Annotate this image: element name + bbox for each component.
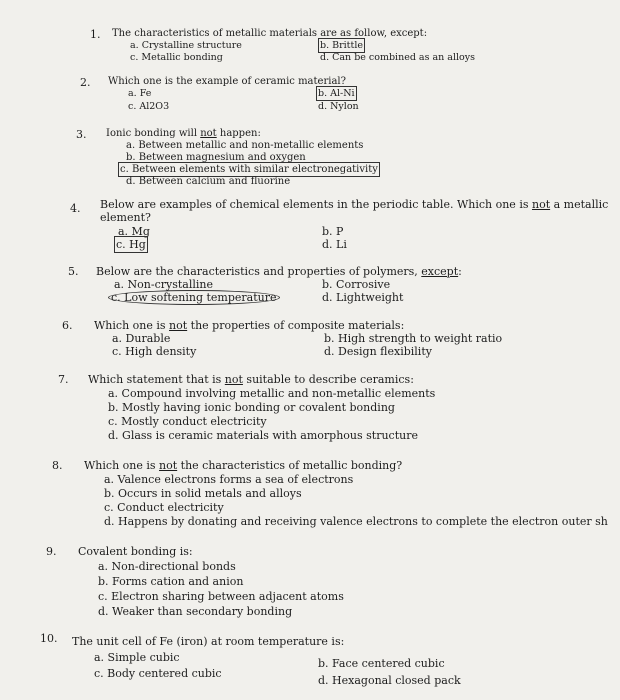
question-number: 6. (62, 319, 73, 332)
question-stem: The characteristics of metallic materials are as follow, except: (112, 28, 428, 39)
option-b[interactable]: b. Occurs in solid metals and alloys (104, 487, 302, 500)
option-a[interactable]: a. Mg (118, 225, 150, 238)
option-a[interactable]: a. Durable (112, 332, 171, 345)
option-d[interactable]: d. Can be combined as an alloys (320, 52, 475, 63)
option-b-selected[interactable] (318, 88, 355, 99)
question-number: 4. (70, 202, 81, 215)
question-number: 5. (68, 265, 79, 278)
question-number: 3. (76, 128, 87, 141)
option-d[interactable]: d. Happens by donating and receiving valence electrons to complete the electron outer sh (104, 515, 608, 528)
option-c[interactable]: c. Metallic bonding (130, 52, 223, 63)
question-stem: Ionic bonding will not happen: (106, 128, 261, 139)
option-d[interactable]: d. Glass is ceramic materials with amorphous structure (108, 429, 418, 442)
option-a[interactable]: a. Non-directional bonds (98, 560, 236, 573)
option-c[interactable]: c. Mostly conduct electricity (108, 415, 267, 428)
option-a[interactable]: a. Valence electrons forms a sea of electrons (104, 473, 354, 486)
option-b[interactable]: b. Mostly having ionic bonding or covalent bonding (108, 401, 395, 414)
option-c-selected[interactable] (108, 291, 280, 304)
selected-box: c. Hg (116, 238, 146, 251)
option-a[interactable]: a. Compound involving metallic and non-metallic elements (108, 387, 436, 400)
option-d[interactable]: d. Design flexibility (324, 345, 432, 358)
option-d[interactable]: d. Lightweight (322, 291, 404, 304)
question-number: 9. (46, 545, 57, 558)
option-a[interactable]: a. Fe (128, 88, 152, 99)
question-stem: The unit cell of Fe (iron) at room temperature is: (72, 635, 345, 648)
option-b[interactable]: b. High strength to weight ratio (324, 332, 503, 345)
option-c[interactable]: c. Electron sharing between adjacent atoms (98, 590, 344, 603)
question-stem: Which statement that is not suitable to describe ceramics: (88, 373, 414, 386)
option-b-selected[interactable] (320, 40, 363, 51)
question-number: 10. (40, 632, 58, 645)
question-number: 8. (52, 459, 63, 472)
question-stem: Below are the characteristics and properties of polymers, except: (96, 265, 462, 278)
option-d[interactable]: d. Weaker than secondary bonding (98, 605, 293, 618)
option-a[interactable]: a. Crystalline structure (130, 40, 242, 51)
option-b[interactable]: b. Corrosive (322, 278, 391, 291)
option-d[interactable]: d. Nylon (318, 101, 359, 112)
option-d[interactable]: d. Between calcium and fluorine (126, 176, 291, 187)
option-c[interactable]: c. Body centered cubic (94, 667, 222, 680)
question-stem: Which one is not the characteristics of metallic bonding? (84, 459, 403, 472)
question-stem: Which one is not the properties of composite materials: (94, 319, 405, 332)
question-stem-line2: element? (100, 211, 151, 224)
question-number: 2. (80, 76, 91, 89)
selected-circle: c. Low softening temperature (108, 290, 280, 305)
option-b[interactable]: b. Between magnesium and oxygen (126, 152, 306, 163)
option-a[interactable]: a. Simple cubic (94, 651, 180, 664)
option-c-selected[interactable] (120, 164, 378, 175)
question-stem: Which one is the example of ceramic material? (108, 76, 346, 87)
selected-box: b. Al-Ni (318, 88, 355, 99)
option-d[interactable]: d. Li (322, 238, 347, 251)
option-d[interactable]: d. Hexagonal closed pack (318, 674, 461, 687)
option-c-selected[interactable] (116, 238, 146, 251)
question-number: 7. (58, 373, 69, 386)
option-a[interactable]: a. Between metallic and non-metallic elements (126, 140, 364, 151)
option-b[interactable]: b. P (322, 225, 344, 238)
option-b[interactable]: b. Face centered cubic (318, 657, 445, 670)
question-stem: Covalent bonding is: (78, 545, 193, 558)
option-c[interactable]: c. Conduct electricity (104, 501, 224, 514)
question-stem: Below are examples of chemical elements in the periodic table. Which one is not a metallic (100, 198, 609, 211)
selected-box: c. Between elements with similar electronegativity (120, 164, 378, 175)
option-a[interactable]: a. Non-crystalline (114, 278, 214, 291)
option-c[interactable]: c. Al2O3 (128, 101, 170, 112)
question-number: 1. (90, 28, 101, 41)
selected-box: b. Brittle (320, 40, 363, 51)
option-c[interactable]: c. High density (112, 345, 197, 358)
option-b[interactable]: b. Forms cation and anion (98, 575, 244, 588)
